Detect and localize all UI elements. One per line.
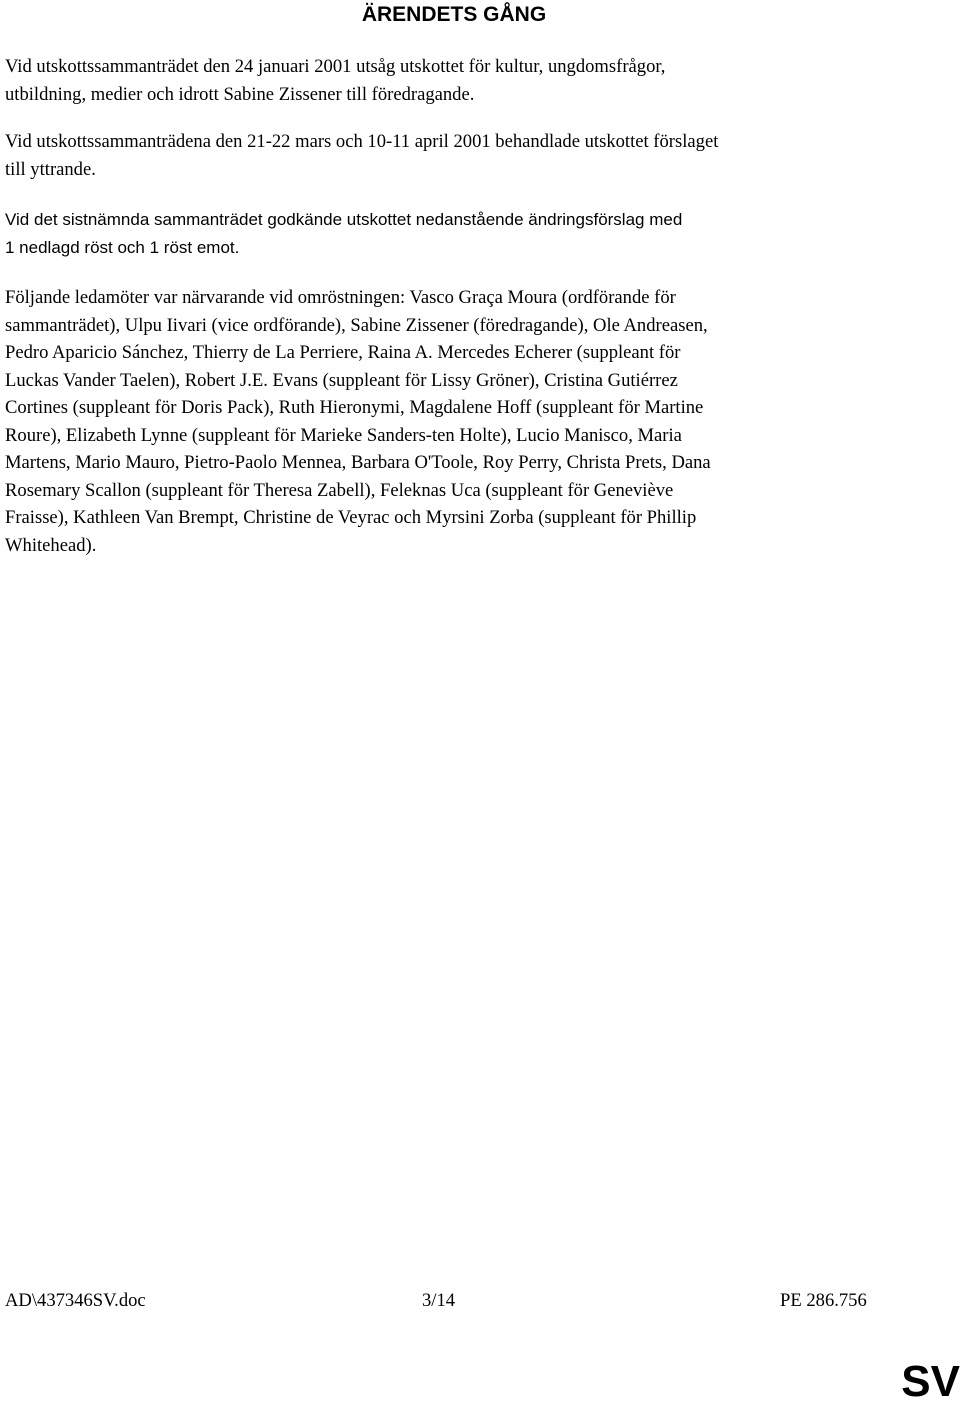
paragraph-vote-result bbox=[5, 206, 905, 261]
paragraph-members-present bbox=[5, 284, 905, 559]
paragraph-line: utbildning, medier och idrott Sabine Zissener till föredragande. bbox=[5, 83, 475, 105]
paragraph-line: Pedro Aparicio Sánchez, Thierry de La Perriere, Raina A. Mercedes Echerer (suppleant för bbox=[5, 342, 681, 363]
footer-page-number: 3/14 bbox=[422, 1290, 456, 1311]
paragraph-line: 1 nedlagd röst och 1 röst emot. bbox=[5, 237, 240, 257]
section-heading: ÄRENDETS GÅNG bbox=[361, 3, 547, 26]
footer-pe-number: PE 286.756 bbox=[780, 1290, 867, 1311]
paragraph-line: Rosemary Scallon (suppleant för Theresa Zabell), Feleknas Uca (suppleant för Geneviève bbox=[5, 479, 674, 501]
paragraph-line: Fraisse), Kathleen Van Brempt, Christine de Veyrac och Myrsini Zorba (suppleant för Phillip bbox=[5, 507, 697, 528]
footer-doc-reference: AD\437346SV.doc bbox=[5, 1290, 146, 1311]
paragraph-line: Roure), Elizabeth Lynne (suppleant för Marieke Sanders-ten Holte), Lucio Manisco, Maria bbox=[5, 424, 682, 446]
paragraph-line: Följande ledamöter var närvarande vid omröstningen: Vasco Graça Moura (ordförande för bbox=[5, 287, 676, 308]
language-code: SV bbox=[901, 1357, 960, 1406]
paragraph-line: till yttrande. bbox=[5, 158, 96, 180]
paragraph-line: Martens, Mario Mauro, Pietro-Paolo Mennea, Barbara O'Toole, Roy Perry, Christa Prets, Dana bbox=[5, 452, 711, 473]
paragraph-meetings bbox=[5, 128, 905, 183]
paragraph-line: Whitehead). bbox=[5, 534, 97, 556]
paragraph-line: Cortines (suppleant för Doris Pack), Ruth Hieronymi, Magdalene Hoff (suppleant för Martine bbox=[5, 397, 704, 418]
paragraph-line: Luckas Vander Taelen), Robert J.E. Evans (suppleant för Lissy Gröner), Cristina Gutiérrez bbox=[5, 369, 678, 391]
paragraph-line: Vid det sistnämnda sammanträdet godkände utskottet nedanstående ändringsförslag med bbox=[5, 210, 683, 229]
paragraph-line: sammanträdet), Ulpu Iivari (vice ordförande), Sabine Zissener (föredragande), Ole Andreasen, bbox=[5, 314, 708, 336]
paragraph-line: Vid utskottssammanträdet den 24 januari 2001 utsåg utskottet för kultur, ungdomsfrågor, bbox=[5, 56, 666, 77]
paragraph-rapporteur-appointment bbox=[5, 53, 905, 108]
paragraph-line: Vid utskottssammanträdena den 21-22 mars och 10-11 april 2001 behandlade utskottet förslaget bbox=[5, 131, 719, 152]
